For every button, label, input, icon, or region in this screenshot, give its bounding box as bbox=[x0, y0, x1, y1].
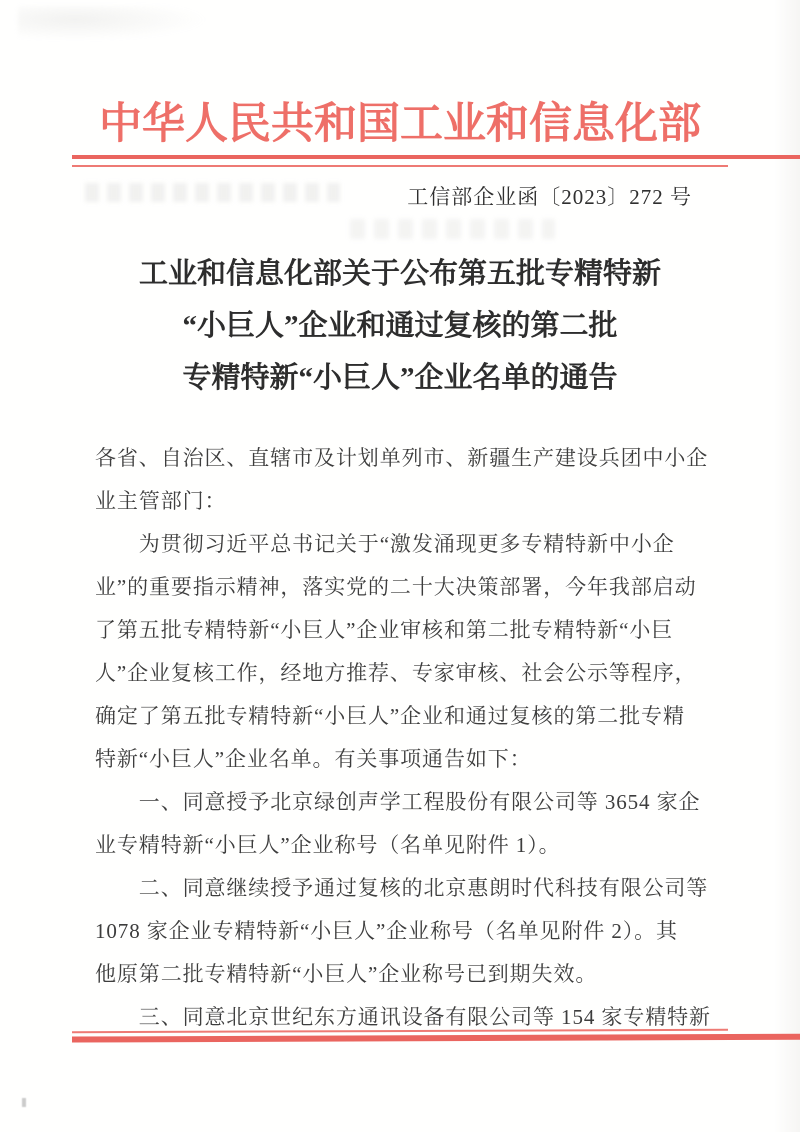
body-line: 业主管部门： bbox=[95, 489, 227, 513]
body-line: 一、同意授予北京绿创声学工程股份有限公司等 3654 家企 bbox=[95, 790, 701, 814]
body-line: 了第五批专精特新“小巨人”企业审核和第二批专精特新“小巨 bbox=[95, 618, 674, 642]
body-line: 1078 家企业专精特新“小巨人”企业称号（名单见附件 2）。其 bbox=[95, 919, 678, 943]
notice-title-line: “小巨人”企业和通过复核的第二批 bbox=[182, 310, 618, 342]
body-line: 二、同意继续授予通过复核的北京惠朗时代科技有限公司等 bbox=[95, 876, 709, 900]
letterhead-issuer-title: 中华人民共和国工业和信息化部 bbox=[99, 101, 701, 148]
document-reference-number: 工信部企业函〔2023〕272 号 bbox=[407, 185, 692, 209]
letterhead-divider-thin bbox=[72, 165, 728, 167]
notice-title bbox=[0, 248, 800, 404]
body-line: 他原第二批专精特新“小巨人”企业称号已到期失效。 bbox=[95, 962, 598, 986]
notice-body bbox=[95, 437, 713, 1039]
scan-edge-shadow bbox=[774, 0, 800, 1132]
body-line: 人”企业复核工作，经地方推荐、专家审核、社会公示等程序， bbox=[95, 661, 697, 685]
body-line: 为贯彻习近平总书记关于“激发涌现更多专精特新中小企 bbox=[95, 532, 675, 556]
scan-artifact bbox=[18, 6, 208, 40]
scan-artifact bbox=[22, 1098, 26, 1107]
letterhead-divider-thick bbox=[72, 155, 800, 159]
body-line: 确定了第五批专精特新“小巨人”企业和通过复核的第二批专精 bbox=[95, 704, 685, 728]
notice-title-line: 专精特新“小巨人”企业名单的通告 bbox=[182, 362, 618, 394]
body-line: 业”的重要指示精神，落实党的二十大决策部署，今年我部启动 bbox=[95, 575, 697, 599]
body-line: 三、同意北京世纪东方通讯设备有限公司等 154 家专精特新 bbox=[95, 1005, 711, 1029]
body-line: 特新“小巨人”企业名单。有关事项通告如下： bbox=[95, 747, 532, 771]
scan-bleedthrough bbox=[350, 219, 555, 239]
body-line: 各省、自治区、直辖市及计划单列市、新疆生产建设兵团中小企 bbox=[95, 446, 709, 470]
body-line: 业专精特新“小巨人”企业称号（名单见附件 1）。 bbox=[95, 833, 561, 857]
notice-title-line: 工业和信息化部关于公布第五批专精特新 bbox=[138, 258, 661, 290]
